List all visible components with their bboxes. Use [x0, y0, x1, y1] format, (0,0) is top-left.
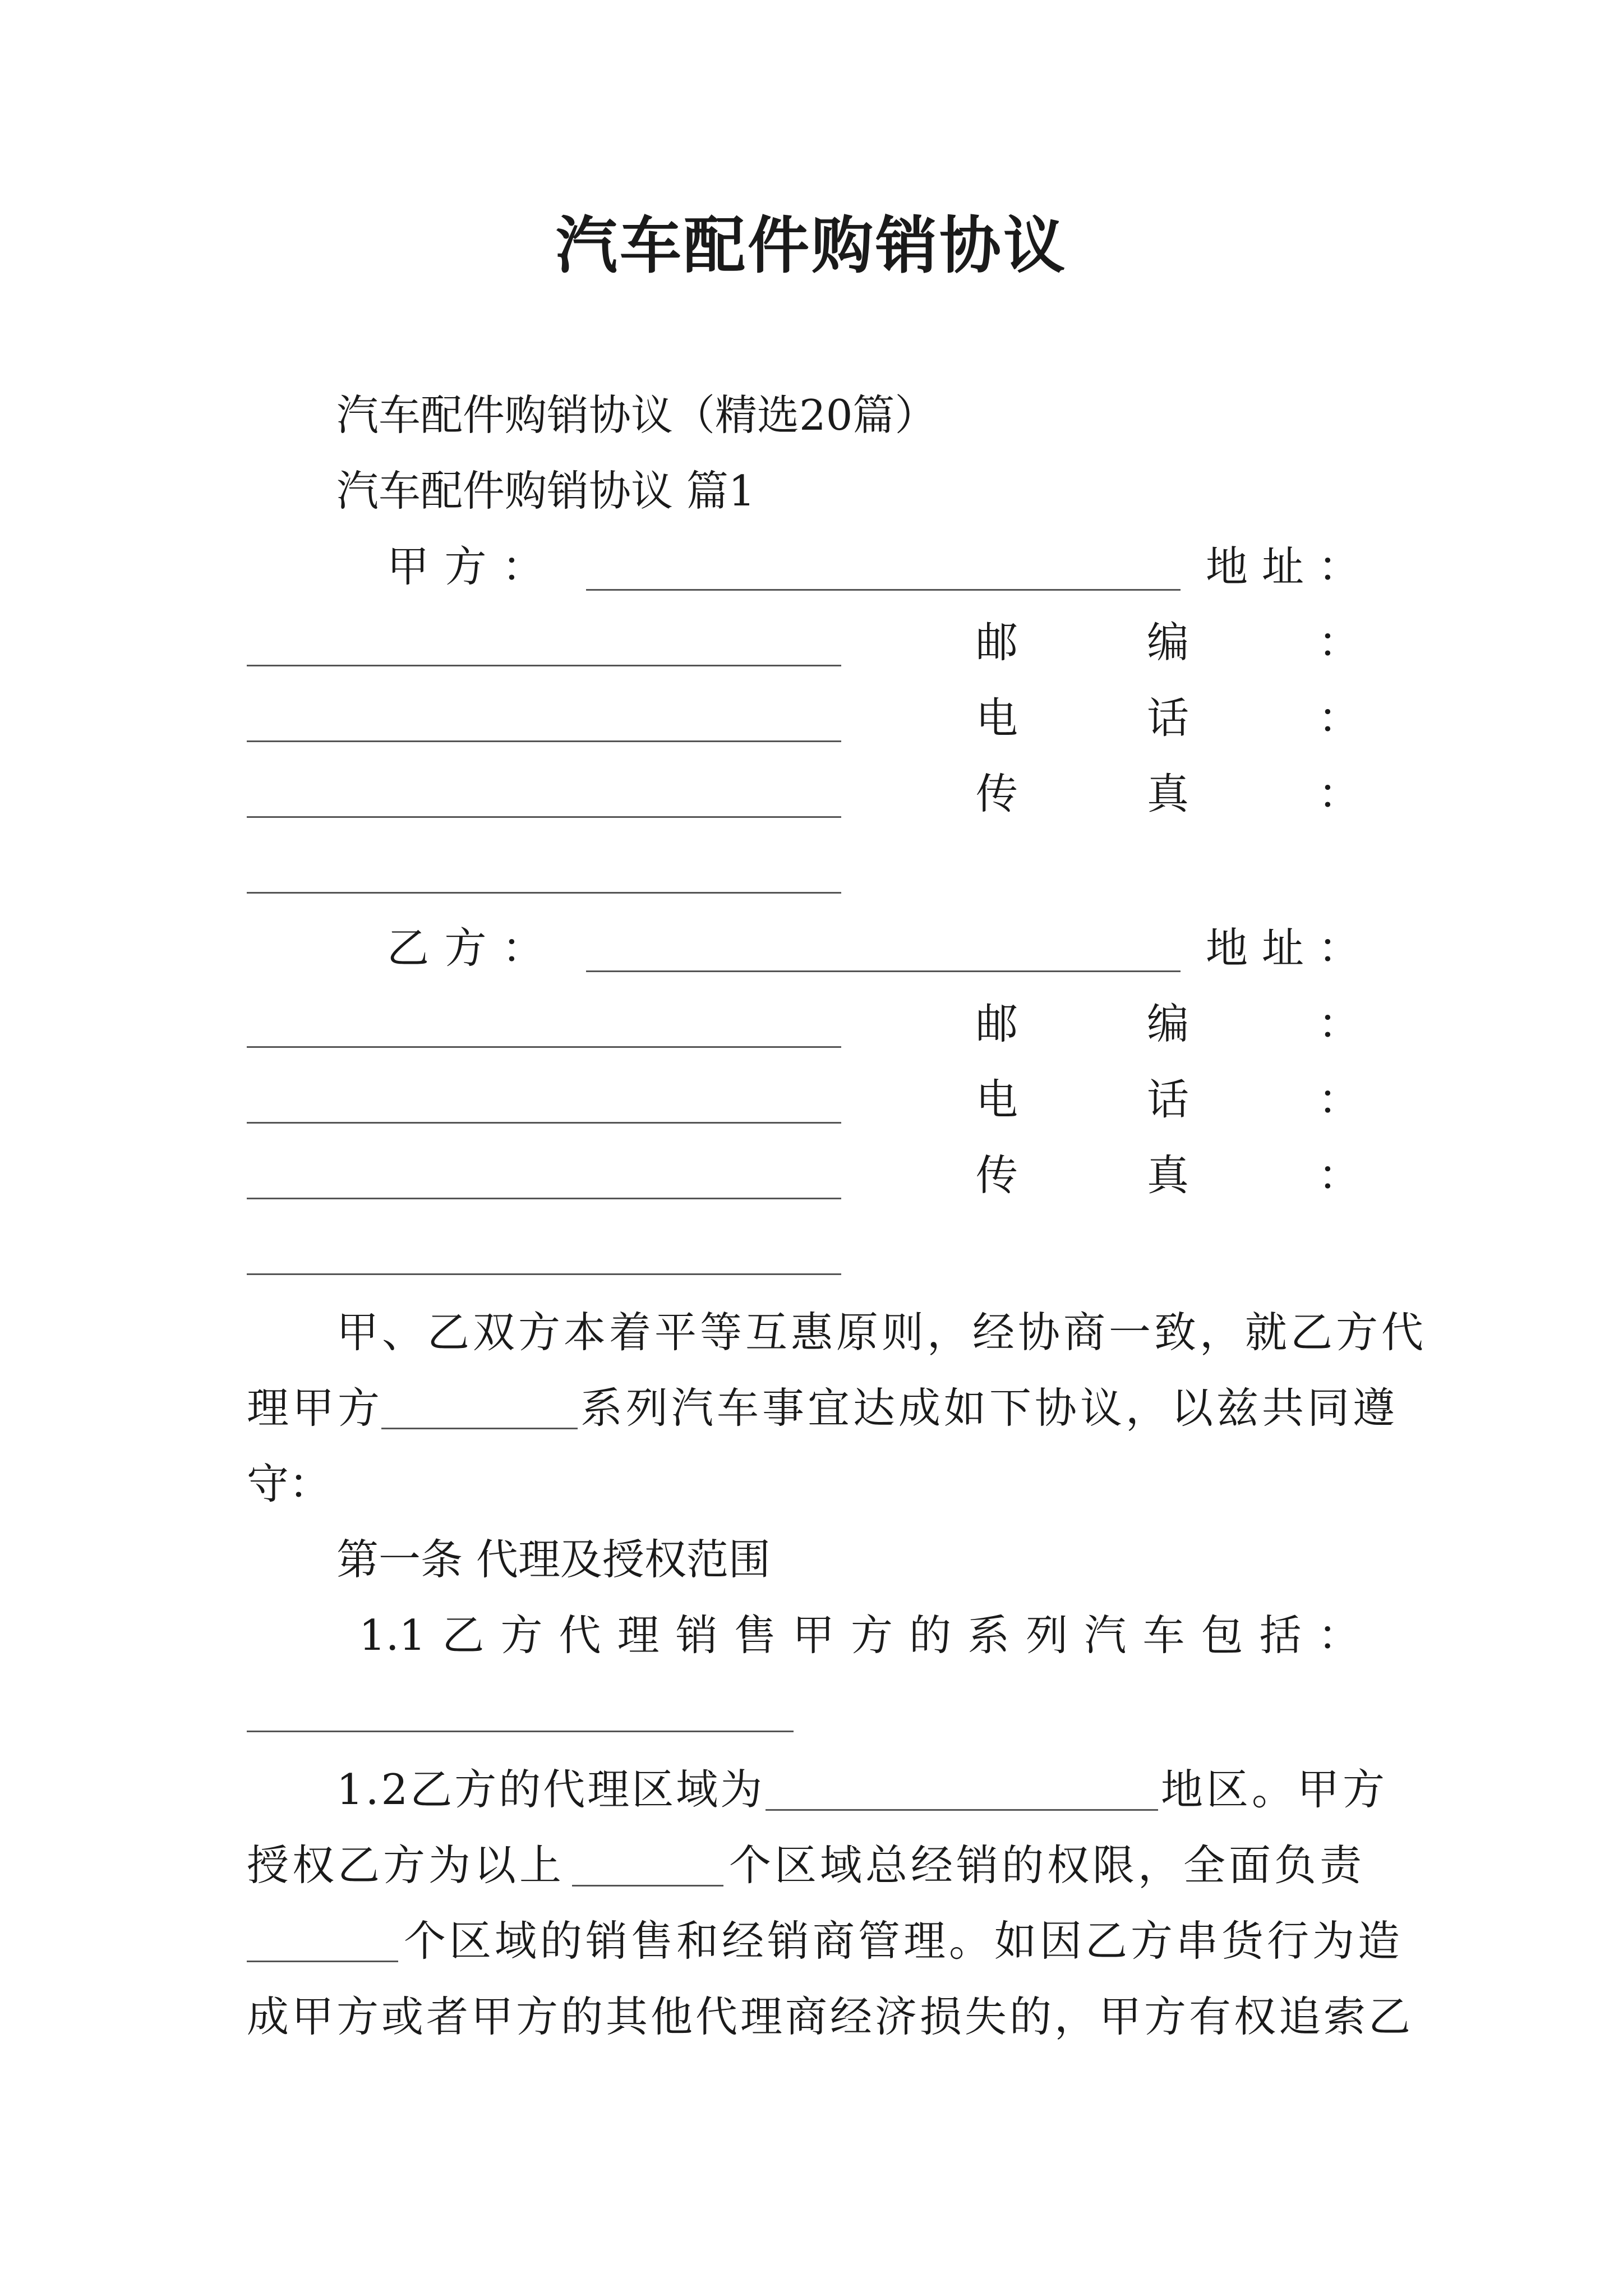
party-a-address-blank	[247, 665, 841, 666]
item-1-2-line-2a: 授权乙方为以上	[247, 1841, 565, 1890]
party-b-name-blank	[586, 970, 1181, 972]
intro-line-1: 甲、乙双方本着平等互惠原则，经协商一致，就乙方代	[336, 1308, 1427, 1357]
intro-line-3: 守：	[247, 1459, 331, 1508]
party-a-fax-label: 传 真 ：	[976, 769, 1360, 818]
item-1-2-line-2b: 个区域总经销的权限，全面负责	[729, 1841, 1366, 1890]
document-title: 汽车配件购销协议	[556, 209, 1067, 282]
party-b-fax-blank	[247, 1273, 841, 1275]
item-1-2-line-4: 成甲方或者甲方的其他代理商经济损失的，甲方有权追索乙	[247, 1992, 1414, 2041]
article-1-heading: 第一条 代理及授权范围	[336, 1535, 771, 1584]
party-a-address-label: 地 址 ：	[1206, 542, 1360, 591]
party-a-fax-blank	[247, 892, 841, 894]
party-b-label: 乙 方 ：	[387, 923, 544, 973]
party-a-phone-blank	[247, 816, 841, 818]
party-a-postcode-blank	[247, 740, 841, 742]
party-a-phone-label: 电 话 ：	[976, 693, 1360, 743]
item-1-1-blank	[247, 1731, 794, 1732]
item-1-2-line-1a: 1.2乙方的代理区域为	[336, 1765, 765, 1814]
region-blank	[766, 1809, 1158, 1811]
party-a-postcode-label: 邮 编 ：	[976, 618, 1360, 667]
item-1-2-line-3: 个区域的销售和经销商管理。如因乙方串货行为造	[404, 1916, 1404, 1966]
party-b-postcode-label: 邮 编 ：	[976, 999, 1360, 1048]
intro-line-2b: 系列汽车事宜达成如下协议，以兹共同遵	[580, 1383, 1399, 1433]
document-subtitle: 汽车配件购销协议（精选20篇）	[336, 390, 937, 440]
item-1-2-line-1b: 地区。甲方	[1161, 1765, 1389, 1814]
party-b-postcode-blank	[247, 1122, 841, 1124]
party-b-fax-label: 传 真 ：	[976, 1151, 1360, 1200]
party-b-phone-blank	[247, 1198, 841, 1199]
section-heading: 汽车配件购销协议 篇1	[336, 466, 755, 516]
party-b-address-label: 地 址 ：	[1206, 923, 1360, 973]
party-b-phone-label: 电 话 ：	[976, 1075, 1360, 1124]
party-a-label: 甲 方 ：	[387, 542, 544, 591]
party-b-address-blank	[247, 1046, 841, 1048]
party-a-name-blank	[586, 589, 1181, 591]
series-blank	[381, 1428, 578, 1429]
count-blank-1	[572, 1885, 723, 1887]
item-1-1: 1.1 乙 方 代 理 销 售 甲 方 的 系 列 汽 车 包 括 ：	[359, 1611, 1360, 1660]
intro-line-2a: 理甲方	[247, 1383, 384, 1433]
count-blank-2	[247, 1961, 398, 1962]
